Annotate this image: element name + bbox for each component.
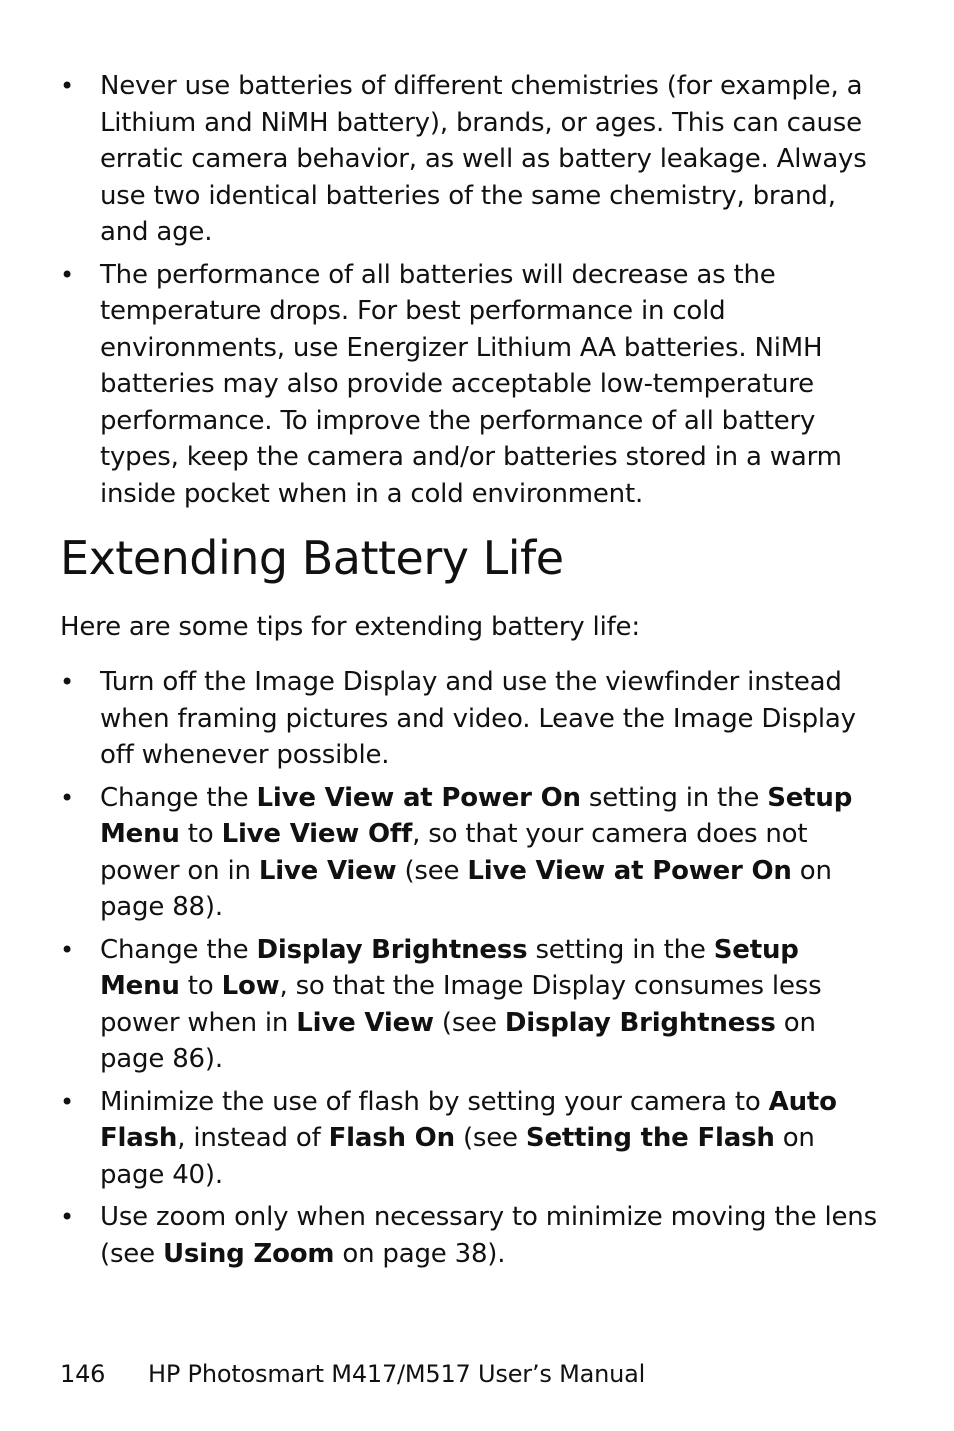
page-number: 146 [60,1360,106,1388]
tip-bold-term: Display Brightness [504,1007,776,1038]
tip-text: setting in the [527,934,714,965]
list-item [60,1084,880,1194]
list-item [60,780,880,926]
tip-text: to [179,819,222,849]
tip-text: (see [433,1007,505,1038]
battery-precautions-list [60,68,880,518]
tip-bold-term: Low [221,971,280,1001]
section-heading: Extending Battery Life [60,531,564,585]
tip-text: Change the [100,782,257,813]
list-item [60,664,880,774]
tip-bold-term: Live View [258,855,397,886]
tip-bold-term: Using Zoom [162,1238,335,1269]
battery-tips-list [60,664,880,1278]
page-footer [60,1357,645,1391]
tip-text: Change the [100,934,257,965]
tip-text: to [179,971,222,1001]
tip-bold-term: Flash On [328,1123,455,1153]
manual-title: HP Photosmart M417/M517 User’s Manual [148,1360,646,1388]
tip-bold-term: Setup Menu [100,782,853,849]
tip-text: (see [396,855,468,886]
tip-text: on page 86). [100,1007,816,1074]
tip-text: Turn off the Image Display and use the viewfinder instead when framing pictures and video. Leave the Image Display off whenever possible. [100,667,856,770]
tip-text: , so that the Image Display consumes less power when in [100,971,822,1038]
tip-bold-term: Live View [296,1007,434,1038]
list-item: • The performance of all batteries will decrease as the temperature drops. For best performance in cold environments, use Energizer Lithium AA batteries. NiMH batteries may also provide acceptable low-temperature performance. To improve the performance of all battery types, keep the camera and/or batteries stored in a warm inside pocket when in a cold environment. [60,257,880,513]
tip-bold-term: Live View Off [221,819,413,849]
list-item: • Never use batteries of different chemistries (for example, a Lithium and NiMH battery), brands, or ages. This can cause erratic camera behavior, as well as battery leakage. Always use two identical batteries of the same chemistry, brand, and age. [60,68,880,251]
tip-text: on page 40). [100,1123,815,1190]
tip-text: (see [454,1123,526,1153]
tip-bold-term: Live View at Power On [256,782,581,813]
tip-bold-term: Auto Flash [100,1086,837,1153]
tip-text: on page 38). [334,1238,506,1269]
tip-text: , instead of [177,1123,329,1153]
tip-text: setting in the [580,782,768,813]
list-item [60,1199,880,1272]
intro-paragraph: Here are some tips for extending battery life: [60,612,640,642]
tip-bold-term: Display Brightness [256,934,528,965]
tip-bold-term: Setup Menu [100,934,799,1001]
tip-text: Use zoom only when necessary to minimize moving the lens (see [100,1202,877,1269]
tip-text: on page 88). [100,855,832,922]
tip-text: Minimize the use of flash by setting your camera to [100,1086,769,1117]
tip-bold-term: Setting the Flash [525,1123,775,1153]
list-item [60,932,880,1078]
tip-bold-term: Live View at Power On [467,855,792,886]
tip-text: , so that your camera does not power on in [100,819,808,886]
